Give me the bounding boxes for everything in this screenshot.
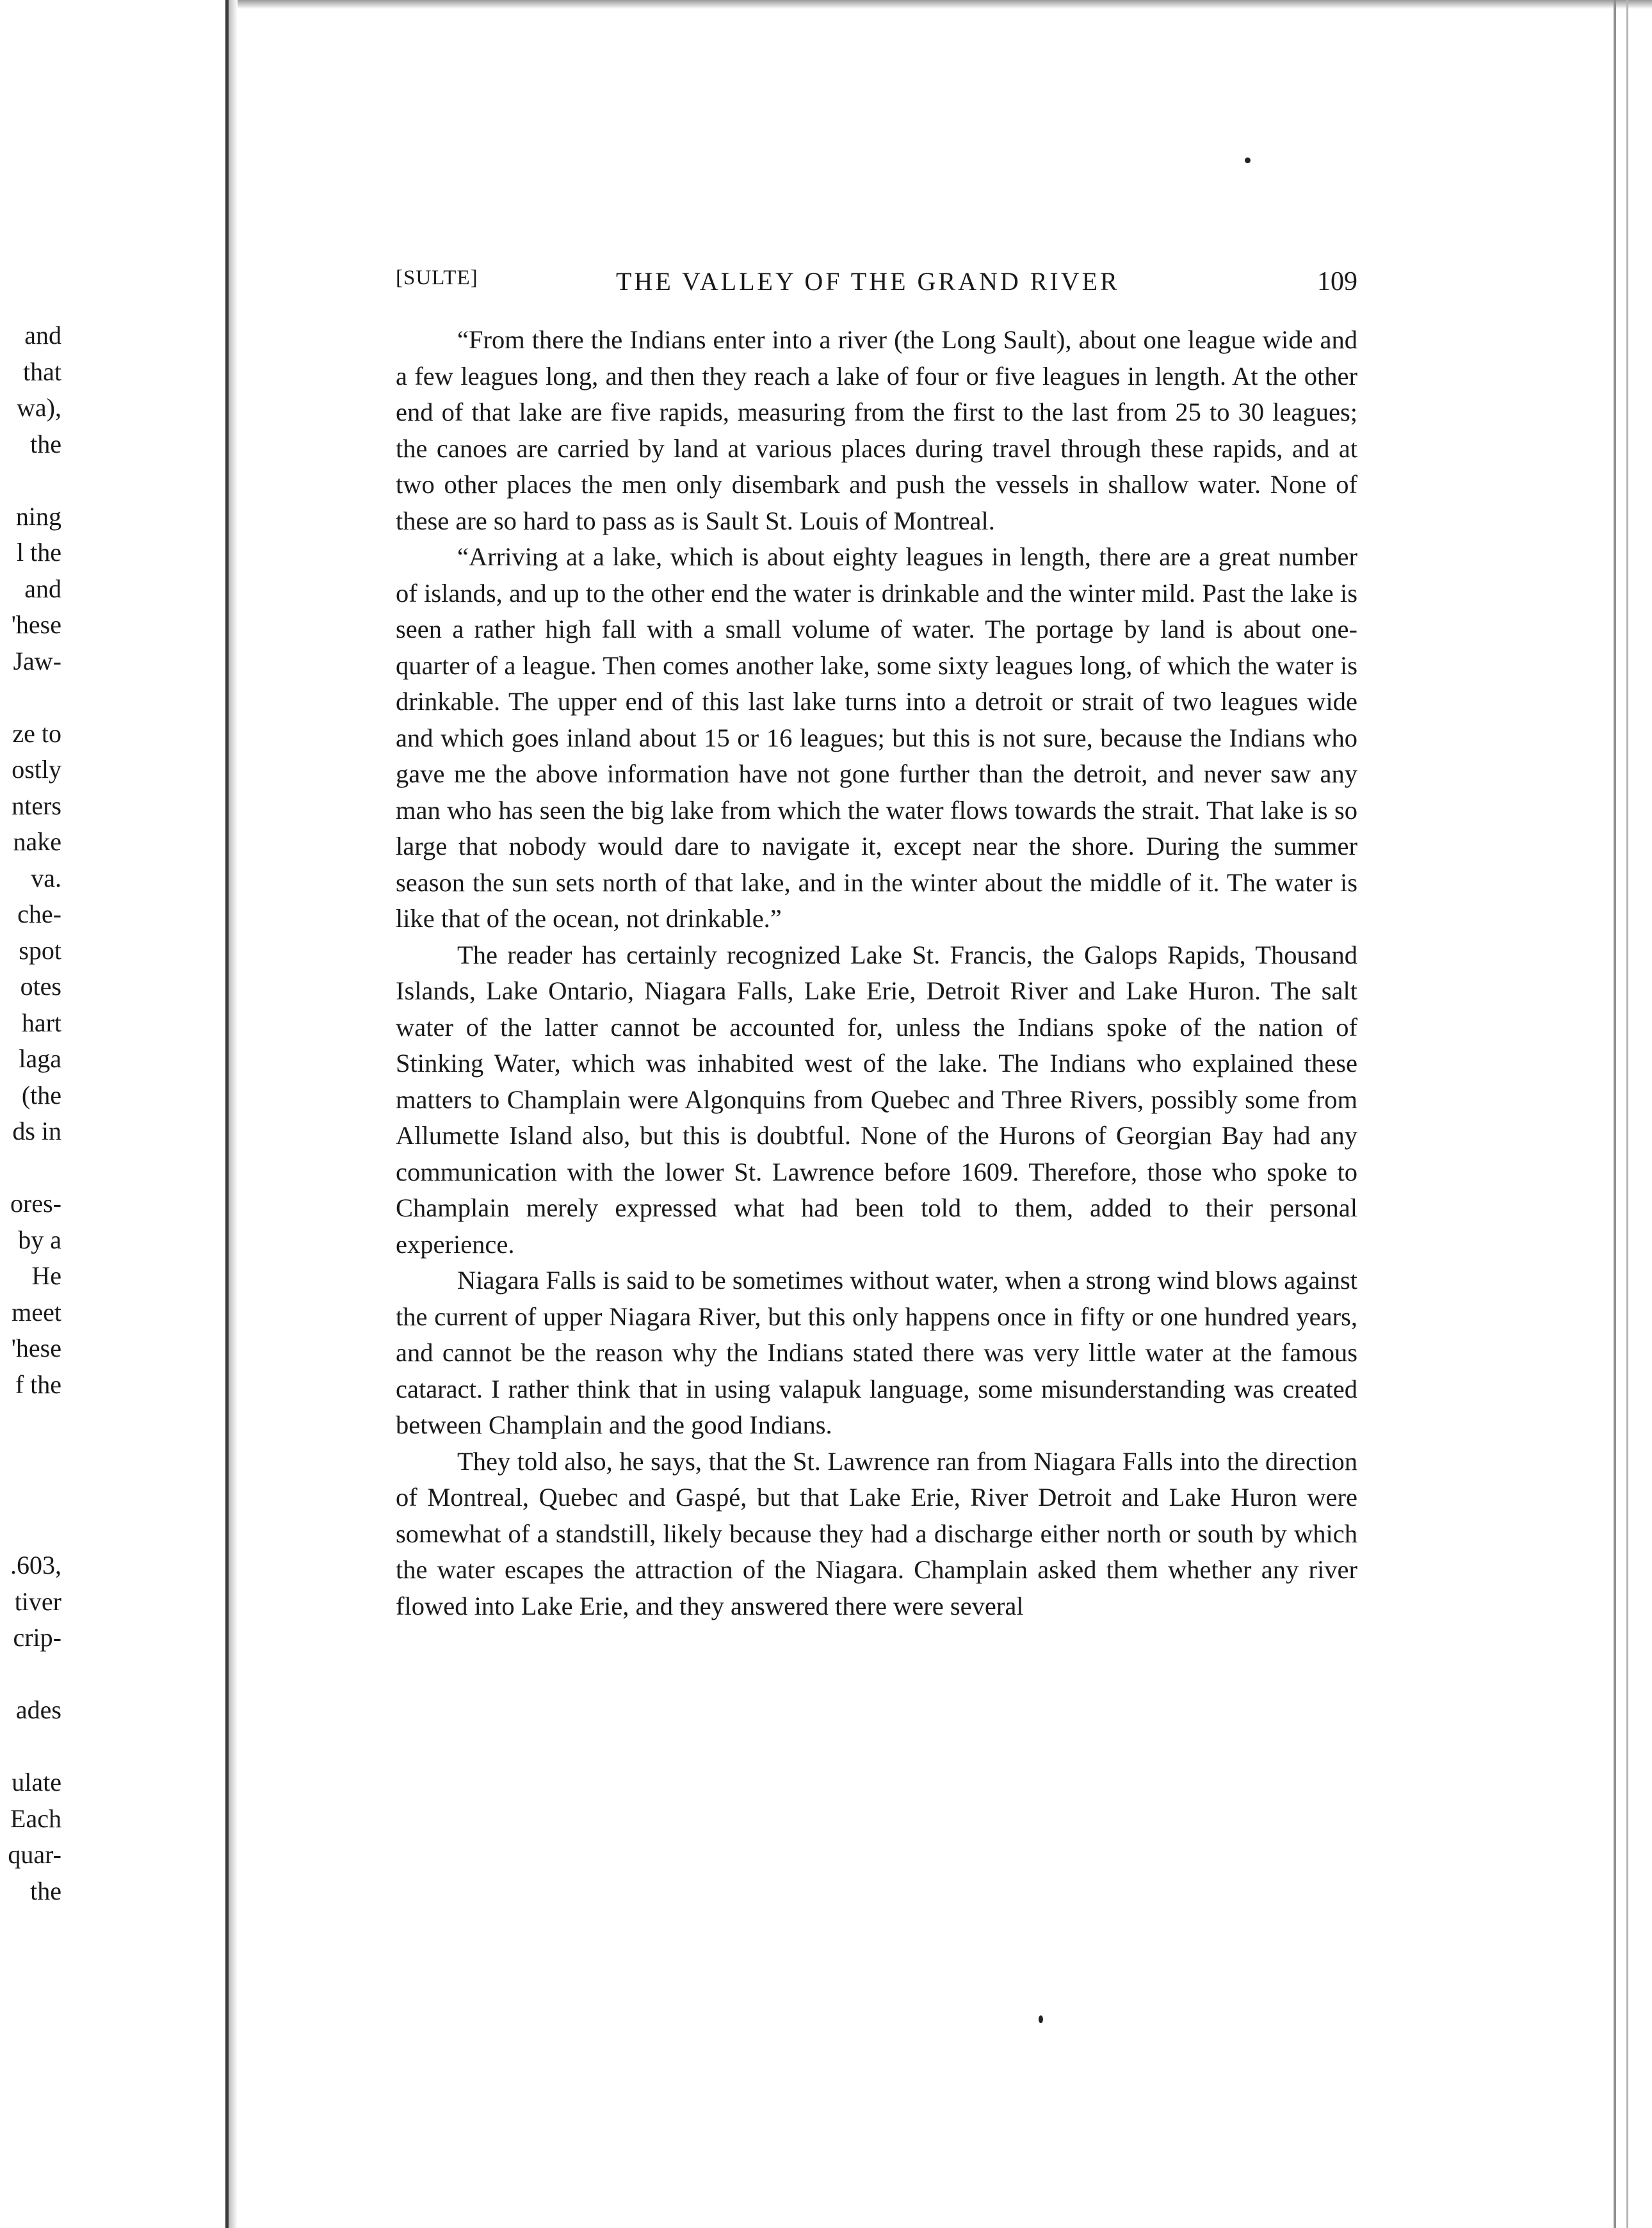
- fragment-line: Each: [10, 1804, 61, 1833]
- fragment-line: [0, 462, 61, 499]
- fragment-line: [0, 1512, 61, 1548]
- body-text: [396, 322, 1357, 1624]
- fragment-line: ulate: [12, 1768, 61, 1796]
- fragment-line: l the: [17, 538, 61, 567]
- page-edge-line: [1614, 0, 1616, 2228]
- fragment-line: laga: [19, 1044, 61, 1073]
- paragraph: “From there the Indians enter into a river (the Long Sault), about one league wide and a few leagues long, and then they reach a lake of four or five leagues in length. At the other end of that lake are five rapids, measuring from the first to the last from 25 to 30 leagues; the canoes are carried by land at various places during travel through these rapids, and at two other places the men only disembark and push the vessels in shallow water. None of these are so hard to pass as is Sault St. Louis of Montreal.: [396, 325, 1357, 535]
- fragment-line: wa),: [17, 393, 61, 422]
- fragment-line: and: [24, 321, 61, 350]
- paragraph: They told also, he says, that the St. Lawrence ran from Niagara Falls into the direction of Montreal, Quebec and Gaspé, but that Lake Erie, River Detroit and Lake Huron were somewhat of a standstill, likely because they had a discharge either north or south by which the water escapes the attraction of the Niagara. Champlain asked them whether any river flowed into Lake Erie, and they answered there were several: [396, 1446, 1357, 1620]
- author-tag: [SULTE]: [396, 266, 478, 289]
- page-number: 109: [1317, 267, 1357, 296]
- fragment-line: nake: [13, 827, 61, 856]
- page-edge-line-outer: [1626, 0, 1628, 2228]
- gutter-shadow: [229, 0, 238, 2228]
- fragment-line: ze to: [12, 718, 61, 748]
- paragraph: Niagara Falls is said to be sometimes without water, when a strong wind blows against the current of upper Niagara River, but this only happens once in fifty or one hundred years, and cannot be the reason why the Indians stated there was very little water at the famous cataract. I rather think that in using valapuk language, some misunderstanding was created between Champlain and the good Indians.: [396, 1266, 1357, 1439]
- running-head: [396, 266, 1357, 305]
- fragment-line: the: [30, 1876, 61, 1905]
- fragment-line: [0, 1403, 61, 1439]
- fragment-line: [0, 1656, 61, 1693]
- fragment-line: 'hese: [11, 1334, 61, 1362]
- fragment-line: the: [30, 429, 61, 458]
- fragment-line: ades: [15, 1695, 61, 1724]
- paragraph: “Arriving at a lake, which is about eighty leagues in length, there are a great number of islands, and up to the other end the water is drinkable and the winter mild. Past the lake is seen a rather high fall with a small volume of water. The portage by land is about one-quarter of a league. Then comes another lake, some sixty leagues long, of which the water is drinkable. The upper end of this last lake turns into a detroit or strait of two leagues wide and which goes inland about 15 or 16 leagues; but this is not sure, because the Indians who gave me the above information have not gone further than the detroit, and never saw any man who has seen the big lake from which the water flows towards the strait. That lake is so large that nobody would dare to navigate it, except near the shore. During the summer season the sun sets north of that lake, and in the winter about the middle of it. The water is like that of the ocean, not drinkable.”: [396, 542, 1357, 933]
- ink-speck: [1039, 2015, 1043, 2023]
- fragment-line: ds in: [12, 1117, 61, 1145]
- fragment-line: tiver: [14, 1586, 61, 1616]
- fragment-line: ores-: [10, 1189, 61, 1218]
- ink-speck: [1245, 157, 1251, 163]
- fragment-line: [0, 1475, 61, 1512]
- fragment-line: Jaw-: [13, 646, 61, 675]
- fragment-line: ostly: [12, 755, 61, 784]
- fragment-line: nters: [12, 791, 61, 820]
- fragment-line: 'hese: [11, 610, 61, 639]
- fragment-line: f the: [15, 1369, 61, 1399]
- page-top-shadow: [229, 0, 1652, 9]
- fragment-line: (the: [21, 1080, 61, 1110]
- fragment-line: [0, 679, 61, 716]
- fragment-line: He: [31, 1261, 61, 1290]
- fragment-line: [0, 1729, 61, 1765]
- fragment-line: by a: [18, 1225, 61, 1254]
- fragment-line: [0, 1150, 61, 1186]
- fragment-line: quar-: [8, 1840, 61, 1869]
- fragment-line: [0, 1439, 61, 1476]
- paragraph: The reader has certainly recognized Lake St. Francis, the Galops Rapids, Thousand Islands, Lake Ontario, Niagara Falls, Lake Erie, Detroit River and Lake Huron. The salt water of the latter cannot be accounted for, unless the Indians spoke of the nation of Stinking Water, which was inhabited west of the lake. The Indians who explained these matters to Champlain were Algonquins from Quebec and Three Rivers, possibly some from Allumette Island also, but this is doubtful. None of the Hurons of Georgian Bay had any communication with the lower St. Lawrence before 1609. Therefore, those who spoke to Champlain merely expressed what had been told to them, added to their personal experience.: [396, 940, 1357, 1259]
- fragment-line: crip-: [13, 1623, 61, 1652]
- fragment-line: and: [24, 574, 61, 603]
- fragment-line: meet: [12, 1297, 61, 1327]
- left-page-fragment: [0, 318, 61, 1909]
- fragment-line: spot: [19, 935, 61, 965]
- fragment-line: .603,: [10, 1551, 61, 1579]
- fragment-line: hart: [21, 1008, 61, 1037]
- fragment-line: otes: [20, 972, 61, 1001]
- running-title: THE VALLEY OF THE GRAND RIVER: [616, 267, 1120, 296]
- fragment-line: ning: [15, 501, 61, 531]
- fragment-line: va.: [31, 863, 61, 892]
- fragment-line: che-: [17, 900, 61, 928]
- fragment-line: that: [23, 357, 61, 386]
